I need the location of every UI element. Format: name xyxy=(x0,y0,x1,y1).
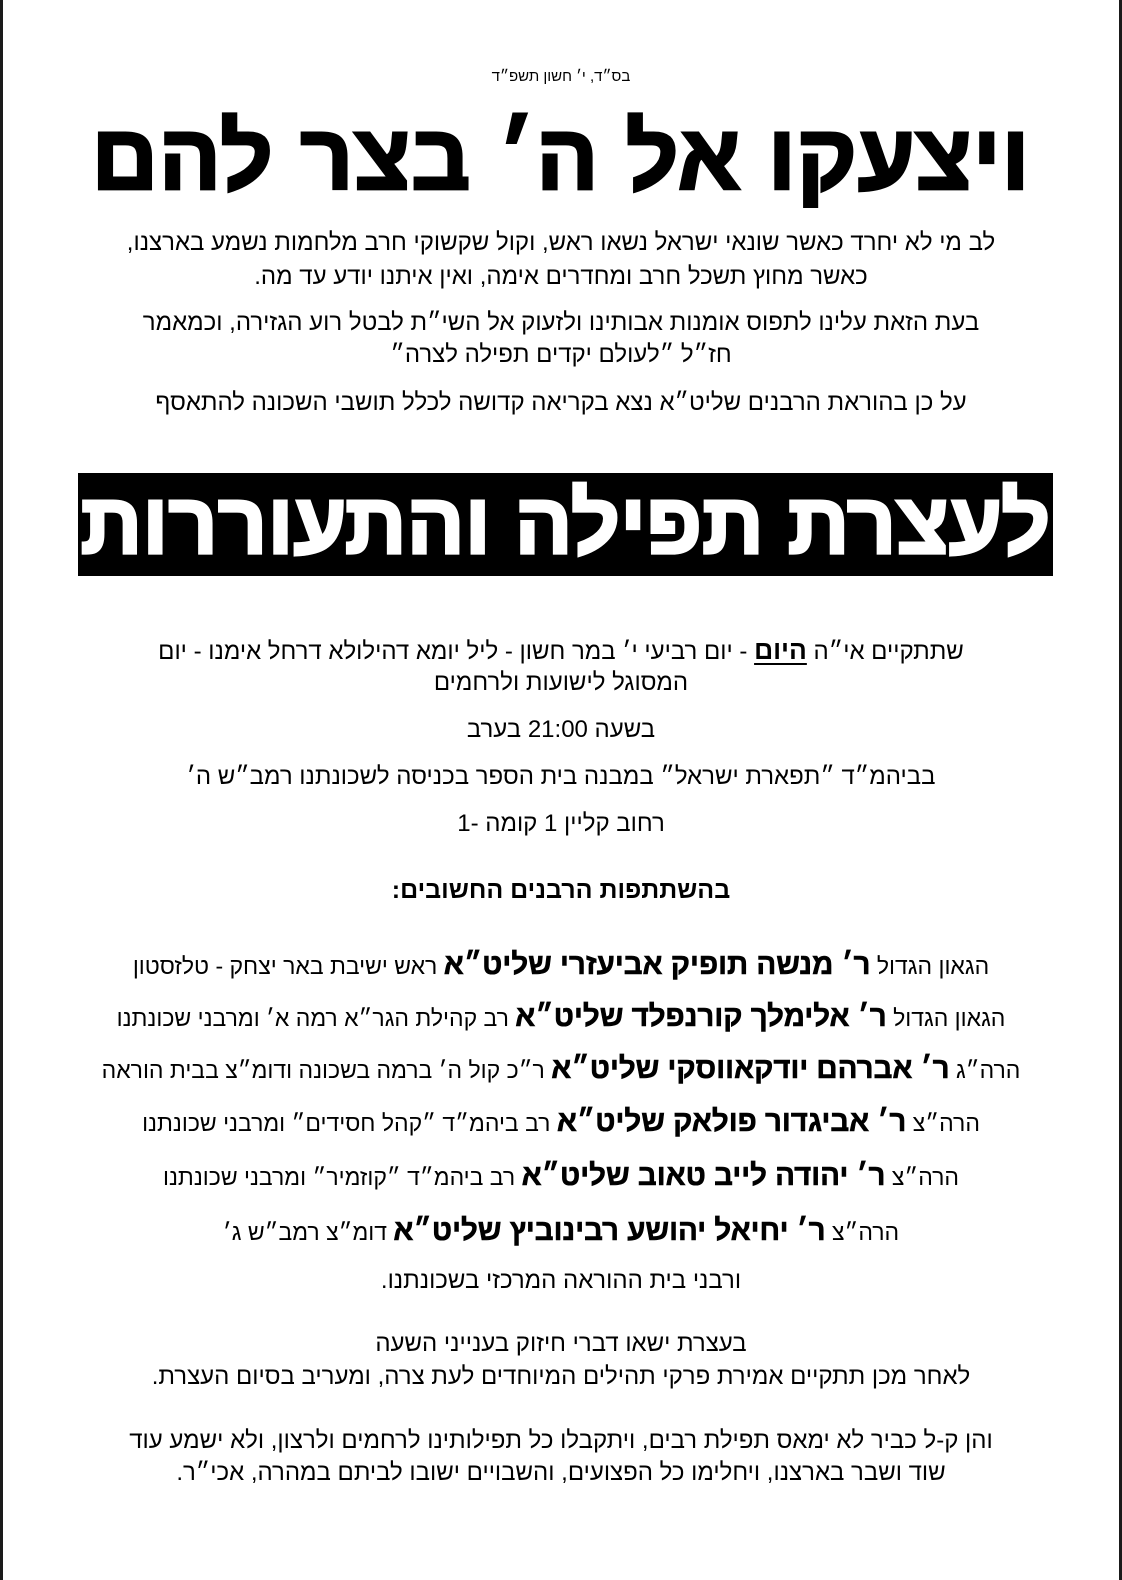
event-line2 xyxy=(63,666,1059,700)
program-text: לאחר מכן תתקיים אמירת פרקי תהילים המיוחדים לעת צרה, ומעריב בסיום העצרת. xyxy=(151,1363,971,1390)
rabbi-name: ר׳ אביגדור פולאק שליט״א xyxy=(556,1105,907,1138)
rabbi-name: ר׳ אלימלך קורנפלד שליט״א xyxy=(515,1000,887,1033)
program-line2 xyxy=(63,1360,1059,1394)
event-text: - יום רביעי י׳ במר חשון - ליל יומא דהילולא דרחל אימנו - יום xyxy=(158,638,755,665)
rabbi-row-content xyxy=(102,1049,1021,1090)
rabbi-row xyxy=(63,1102,1059,1143)
intro-paragraph2-line2 xyxy=(63,339,1059,371)
rabbi-row-content xyxy=(223,1211,899,1252)
rabbi-role: רב ביהמ״ד ״קהל חסידים״ ומרבני שכונתנו xyxy=(142,1110,551,1136)
intro-paragraph1-line2 xyxy=(63,260,1059,294)
event-time xyxy=(63,713,1059,747)
intro-text: לב מי לא יחרד כאשר שונאי ישראל נשאו ראש, וקול שקשוקי חרב מלחמות נשמע בארצנו, xyxy=(126,229,996,256)
intro-text: על כן בהוראת הרבנים שליט״א נצא בקריאה קדושה לכלל תושבי השכונה להתאסף xyxy=(155,389,967,416)
event-text: שתתקיים אי״ה xyxy=(806,638,964,665)
event-address xyxy=(63,807,1059,841)
rabbi-title: הגאון הגדול xyxy=(876,953,990,979)
intro-text: בעת הזאת עלינו לתפוס אומנות אבותינו ולזעוק אל השי״ת לבטל רוע הגזירה, וכמאמר xyxy=(142,309,980,336)
page-title xyxy=(63,104,1059,212)
event-line1-content xyxy=(158,633,964,669)
event-line1 xyxy=(63,633,1059,669)
rabbi-title: הגאון הגדול xyxy=(893,1005,1006,1031)
rabbi-title: הרה״צ xyxy=(912,1110,980,1136)
rabbi-title: הרה״ג xyxy=(955,1057,1021,1083)
title-text: ויצעקו אל ה׳ בצר להם xyxy=(91,107,1031,209)
rabbi-name: ר׳ אברהם יודקאווסקי שליט״א xyxy=(551,1052,950,1085)
heading-text: בהשתתפות הרבנים החשובים: xyxy=(391,876,731,904)
rabbi-name: ר׳ מנשה תופיק אביעזרי שליט״א xyxy=(443,948,871,981)
rabbi-row-content xyxy=(117,997,1006,1038)
rabbi-row xyxy=(63,1049,1059,1090)
event-banner xyxy=(78,473,1053,576)
event-text: המסוגל לישועות ולרחמים xyxy=(433,669,689,696)
rabbi-role: ראש ישיבת באר יצחק - טלזסטון xyxy=(132,953,438,979)
intro-paragraph1-line1 xyxy=(63,226,1059,260)
rabbi-title: הרה״צ xyxy=(891,1164,959,1190)
intro-paragraph3 xyxy=(63,386,1059,420)
rabbi-row xyxy=(63,997,1059,1038)
time-text: בשעה 21:00 בערב xyxy=(466,716,656,743)
closing-line2 xyxy=(63,1457,1059,1489)
today-highlight: היום xyxy=(754,635,807,665)
venue-text: בביהמ״ד ״תפארת ישראל״ במבנה בית הספר בכניסה לשכונתנו רמב״ש ה׳ xyxy=(186,763,936,790)
rabbi-role: דומ״צ רמב״ש ג׳ xyxy=(222,1219,387,1245)
rabbi-row xyxy=(63,945,1059,986)
rabbi-row-content xyxy=(133,945,989,986)
rabbi-role: ר״כ קול ה׳ ברמה בשכונה ודומ״צ בבית הוראה xyxy=(101,1057,545,1083)
address-text: רחוב קליין 1 קומה -1 xyxy=(457,810,665,837)
rabbi-row-content xyxy=(163,1156,959,1197)
event-venue xyxy=(63,760,1059,794)
closing-text: שוד ושבר בארצנו, ויחלימו כל הפצועים, והשבויים ישובו לביתם במהרה, אכי״ר. xyxy=(176,1459,946,1486)
banner-text: לעצרת תפילה והתעוררות xyxy=(80,476,1051,572)
date-line xyxy=(63,68,1059,86)
rabbi-name: ר׳ יחיאל יהושע רבינוביץ שליט״א xyxy=(393,1214,826,1247)
rabbi-name: ר׳ יהודה לייב טאוב שליט״א xyxy=(521,1159,886,1192)
program-line1 xyxy=(63,1327,1059,1361)
intro-paragraph2-line1 xyxy=(63,307,1059,339)
rabbi-row xyxy=(63,1211,1059,1252)
rabbi-row xyxy=(63,1156,1059,1197)
program-text: בעצרת ישאו דברי חיזוק בענייני השעה xyxy=(375,1330,747,1357)
rabbi-row-content xyxy=(142,1102,980,1143)
intro-text: כאשר מחוץ תשכל חרב ומחדרים אימה, ואין איתנו יודע עד מה. xyxy=(254,263,868,290)
closing-text: והן ק-ל כביר לא ימאס תפילת רבים, ויתקבלו כל תפילותינו לרחמים ולרצון, ולא ישמע עוד xyxy=(129,1427,993,1454)
closing-line1 xyxy=(63,1425,1059,1457)
footer-text: ורבני בית ההוראה המרכזי בשכונתנו. xyxy=(380,1267,742,1294)
intro-text: חז״ל ״לעולם יקדים תפילה לצרה״ xyxy=(390,341,732,368)
date-text: בס״ד, י׳ חשון תשפ״ד xyxy=(491,68,631,85)
participants-footer xyxy=(63,1264,1059,1298)
rabbi-role: רב ביהמ״ד ״קוזמיר״ ומרבני שכונתנו xyxy=(163,1164,516,1190)
rabbi-role: רב קהילת הגר״א רמה א׳ ומרבני שכונתנו xyxy=(116,1005,509,1031)
rabbi-title: הרה״צ xyxy=(831,1219,900,1245)
participants-heading xyxy=(63,872,1059,908)
